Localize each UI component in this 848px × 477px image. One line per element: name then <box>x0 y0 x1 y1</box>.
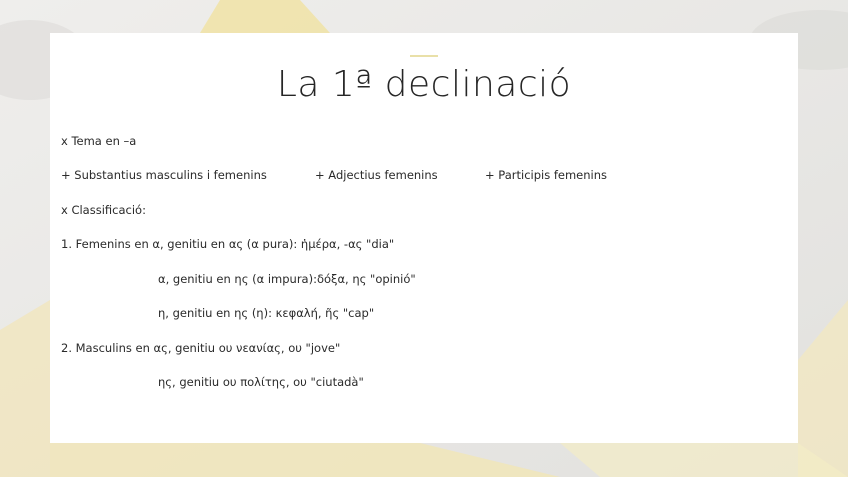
slide-card <box>50 33 798 443</box>
text-femenins-eta: η, genitiu en ης (η): κεφαλή, ῆς "cap" <box>158 306 375 320</box>
text-masculins-as: 2. Masculins en ας, genitiu ου νεανίας, ου "jove" <box>61 341 341 355</box>
text-adjectius: + Adjectius femenins <box>315 168 438 182</box>
text-femenins-alpha-pura: 1. Femenins en α, genitiu en ας (α pura): ἡμέρα, -ας "dia" <box>61 237 395 251</box>
text-tema: x Tema en –a <box>61 134 137 148</box>
slide-title: La 1ª declinació <box>276 64 572 105</box>
text-masculins-es: ης, genitiu ου πολίτης, ου "ciutadà" <box>158 375 364 389</box>
text-participis: + Participis femenins <box>485 168 608 182</box>
text-classificacio: x Classificació: <box>61 203 146 217</box>
title-accent-line <box>410 55 438 57</box>
text-substantius: + Substantius masculins i femenins <box>61 168 267 182</box>
text-femenins-alpha-impura: α, genitiu en ης (α impura):δόξα, ης "opinió" <box>158 272 416 286</box>
